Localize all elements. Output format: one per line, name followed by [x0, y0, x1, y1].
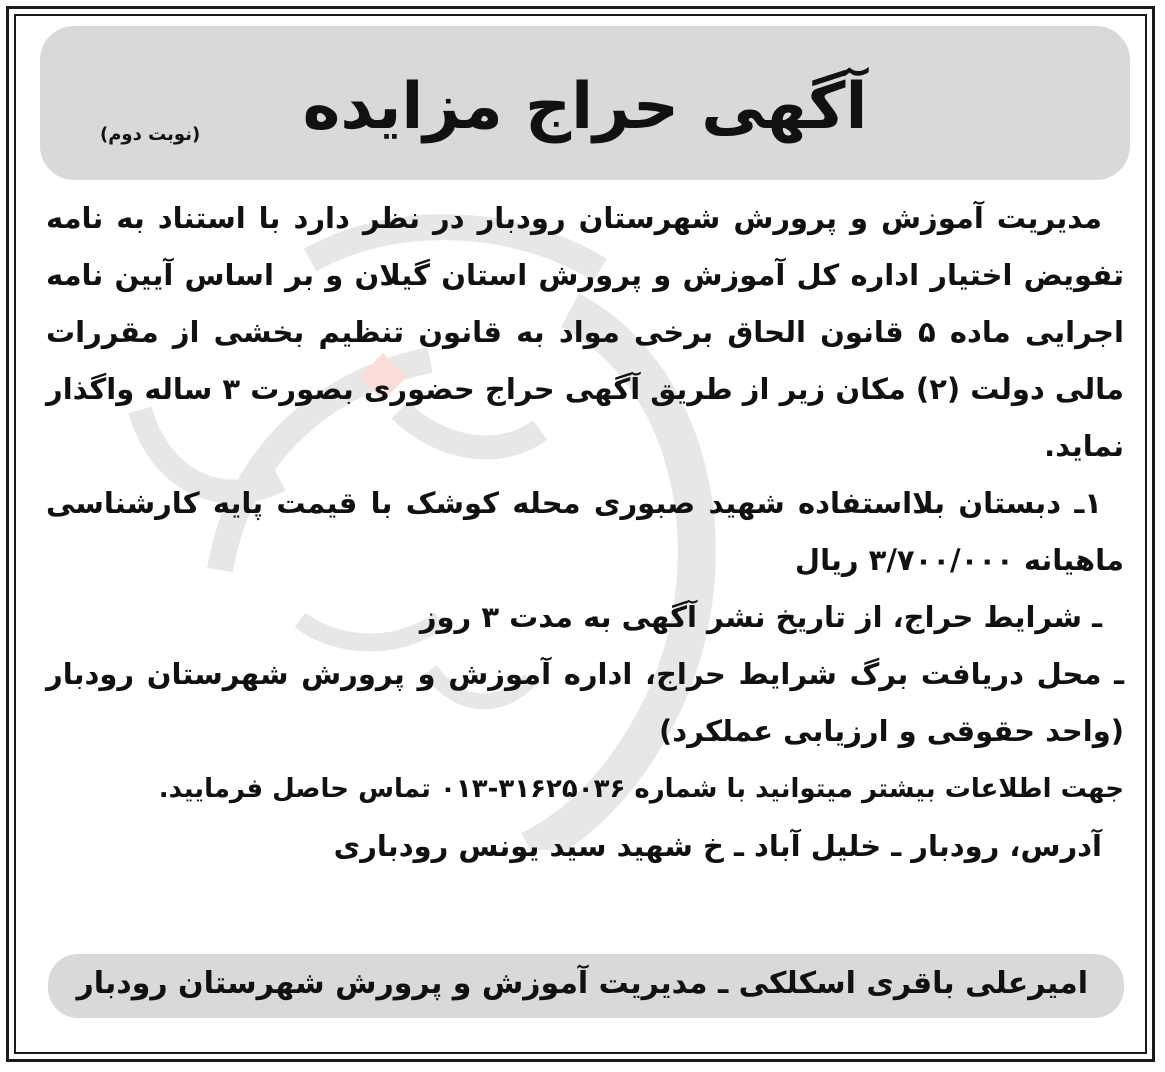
item-1-paragraph: ۱ـ دبستان بلااستفاده شهید صبوری محله کوشک با قیمت پایه کارشناسی ماهیانه ۳/۷۰۰/۰۰۰ ریال [46, 486, 1124, 577]
footer-banner [48, 954, 1124, 1018]
contact-paragraph: جهت اطلاعات بیشتر میتوانید با شماره ۳۱۶۲۵۰۳۶-۰۱۳ تماس حاصل فرمایید. [158, 774, 1124, 804]
signature-line: امیرعلی باقری اسکلکی ـ مدیریت آموزش و پرورش شهرستان رودبار [76, 966, 1088, 1001]
turn-label: (نوبت دوم) [100, 124, 201, 145]
header-banner [40, 26, 1130, 180]
intro-paragraph: مدیریت آموزش و پرورش شهرستان رودبار در نظر دارد با استناد به نامه تفویض اختیار اداره کل آموزش و پرورش استان گیلان و بر اساس آیین نامه اجرایی ماده ۵ قانون الحاق برخی مواد به قانون تنظیم بخشی از مقررات مالی دولت (۲) مکان زیر از طریق آگهی حراج حضوری بصورت ۳ ساله واگذار نماید. [46, 201, 1124, 463]
address-paragraph: آدرس، رودبار ـ خلیل آباد ـ خ شهید سید یونس رودباری [333, 829, 1102, 863]
location-paragraph: ـ محل دریافت برگ شرایط حراج، اداره آموزش و پرورش شهرستان رودبار (واحد حقوقی و ارزیابی عملکرد) [46, 657, 1124, 748]
conditions-paragraph: ـ شرایط حراج، از تاریخ نشر آگهی به مدت ۳ روز [419, 600, 1102, 634]
page-title: آگهی حراج مزایده [302, 70, 868, 144]
notice-body [46, 190, 1124, 875]
